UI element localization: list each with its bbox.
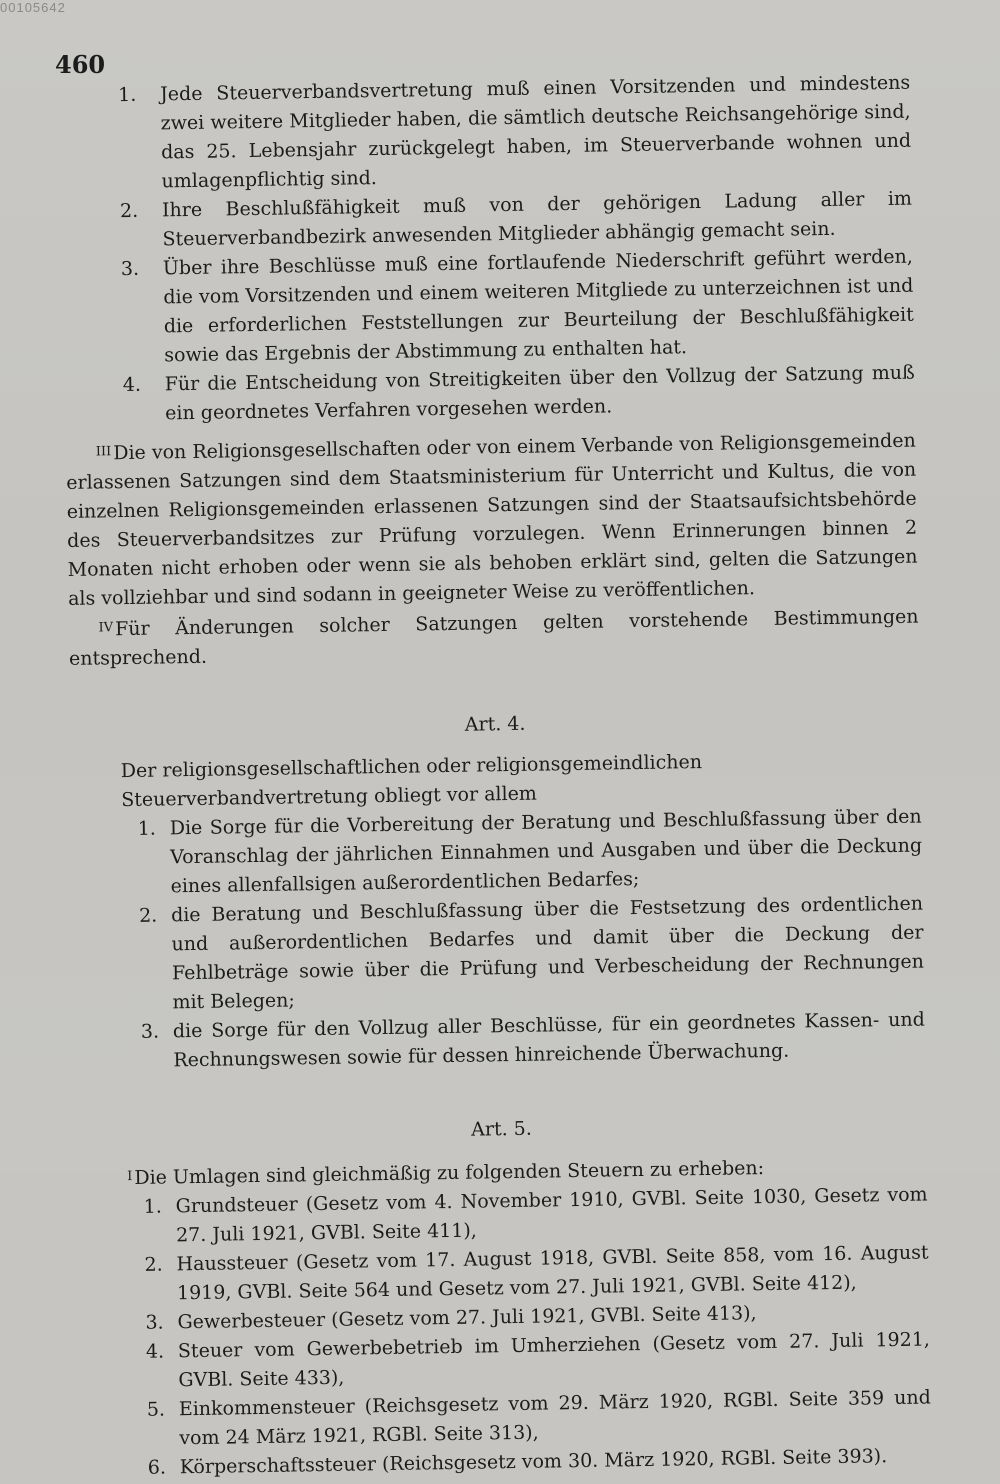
item-number: 2. — [119, 199, 139, 223]
list-item — [65, 359, 916, 430]
item-number: 4. — [122, 373, 142, 397]
paragraph-iv — [68, 601, 919, 674]
article-4-lead: Der religionsgesellschaftlichen oder religionsgemeindlichen Steuerverbandvertretung obliegt vor allem — [120, 751, 703, 812]
item-text: Haussteuer (Gesetz vom 17. August 1918, GVBl. Seite 858, vom 16. August 1919, GVBl. Seite 564 und Gesetz vom 27. Juli 1921, GVBl. Seite 412), — [176, 1241, 929, 1305]
item-number: 2. — [144, 1253, 163, 1276]
paragraph-mark: IV — [98, 620, 114, 636]
list-item — [75, 1006, 926, 1077]
item-text: Ihre Beschlußfähigkeit muß von der gehörigen Ladung aller im Steuerverbandbezirk anwesenden Mitglieder abhängig gemacht sein. — [161, 187, 913, 251]
item-number: 2. — [138, 904, 158, 927]
paragraph-text: Für Änderungen solcher Satzungen gelten vorstehende Bestimmungen entsprechend. — [68, 605, 919, 670]
paragraph-text: Die von Religionsgesellschaften oder von einem Verbande von Religionsgemeinden erlassenen Satzungen sind dem Staatsministerium für Unterricht und Kultus, die von einzelnen Religionsgemeinden erlassenen Satzungen sind der Staatsaufsichtsbehörde des Steuerverbandsitzes zur Prüfung vorzulegen. Wenn Erinnerungen binnen 2 Monaten nicht erhoben oder wenn sie als behoben erklärt sind, gelten die Satzungen als vollziehbar und sind sodann in geeigneter Weise zu veröffentlichen. — [66, 429, 918, 610]
item-number: 3. — [140, 1020, 160, 1043]
item-text: die Beratung und Beschlußfassung über die Festsetzung des ordentlichen und außerordentlichen Bedarfes und damit über die Deckung der Fehlbeträge sowie über die Prüfung und Verbescheidung der Rechnungen mit Belegen; — [170, 892, 925, 1014]
item-number: 3. — [145, 1311, 164, 1334]
item-number: 4. — [145, 1340, 165, 1363]
art5-items — [77, 1181, 931, 1484]
item-number: 6. — [147, 1456, 167, 1479]
list-item — [73, 890, 925, 1019]
page-number: 460 — [55, 50, 106, 79]
item-text: Körperschaftssteuer (Reichsgesetz vom 30. März 1920, RGBl. Seite 393). — [179, 1445, 888, 1479]
article-5-heading: Art. 5. — [471, 1117, 533, 1141]
page-body — [60, 69, 932, 1484]
paragraph-mark: III — [95, 444, 112, 460]
item-number: 1. — [137, 817, 157, 840]
item-text: die Sorge für den Vollzug aller Beschlüsse, für ein geordnetes Kassen- und Rechnungswesen sowie für dessen hinreichende Überwachung. — [172, 1008, 926, 1072]
paragraph-mark: I — [127, 1168, 133, 1185]
item-text: Für die Entscheidung von Streitigkeiten über den Vollzug der Satzung muß ein geordnetes Verfahren vorgesehen werden. — [164, 361, 915, 425]
article-4-heading: Art. 4. — [464, 712, 526, 736]
item-text: Die Sorge für die Vorbereitung der Beratung und Beschlußfassung über den Voranschlag der jährlichen Einnahmen und Ausgaben und über die Deckung eines allenfallsigen außerordentlichen Bedarfes; — [169, 805, 923, 898]
item-text: Grundsteuer (Gesetz vom 4. November 1910, GVBl. Seite 1030, Gesetz vom 27. Juli 1921, GVBl. Seite 411), — [175, 1183, 928, 1247]
art3-items — [60, 69, 915, 430]
item-number: 5. — [146, 1398, 166, 1421]
item-text: Über ihre Beschlüsse muß eine fortlaufende Niederschrift geführt werden, die vom Vorsitzenden und einem weiteren Mitgliede zu unterzeichnen ist und die erforderlichen Feststellungen zur Beurteilung der Beschlußfähigkeit sowie das Ergebnis der Abstimmung zu enthalten hat. — [162, 245, 914, 367]
item-text: Steuer vom Gewerbebetrieb im Umherziehen (Gesetz vom 27. Juli 1921, GVBl. Seite 433), — [177, 1328, 931, 1392]
item-number: 1. — [118, 83, 137, 107]
item-text: Einkommensteuer (Reichsgesetz vom 29. März 1920, RGBl. Seite 359 und vom 24 März 1921, RGBl. Seite 313), — [178, 1386, 931, 1450]
item-text: Jede Steuerverbandsvertretung muß einen Vorsitzenden und mindestens zwei weitere Mitglieder haben, die sämtlich deutsche Reichsangehörige sind, das 25. Lebensjahr zurückgelegt haben, im Steuerverbande wohnen und umlagenpflichtig sind. — [160, 71, 912, 193]
lead-text: Die Umlagen sind gleichmäßig zu folgenden Steuern zu erheben: — [134, 1157, 765, 1189]
item-text: Gewerbesteuer (Gesetz vom 27. Juli 1921, GVBl. Seite 413), — [177, 1302, 757, 1334]
art4-items — [72, 803, 926, 1077]
list-item — [60, 69, 912, 198]
item-number: 1. — [143, 1195, 162, 1218]
list-item — [72, 803, 923, 903]
paragraph-iii — [66, 425, 919, 614]
item-number: 3. — [120, 257, 140, 281]
archive-stamp: 00105642 — [0, 0, 66, 15]
list-item — [63, 243, 915, 372]
